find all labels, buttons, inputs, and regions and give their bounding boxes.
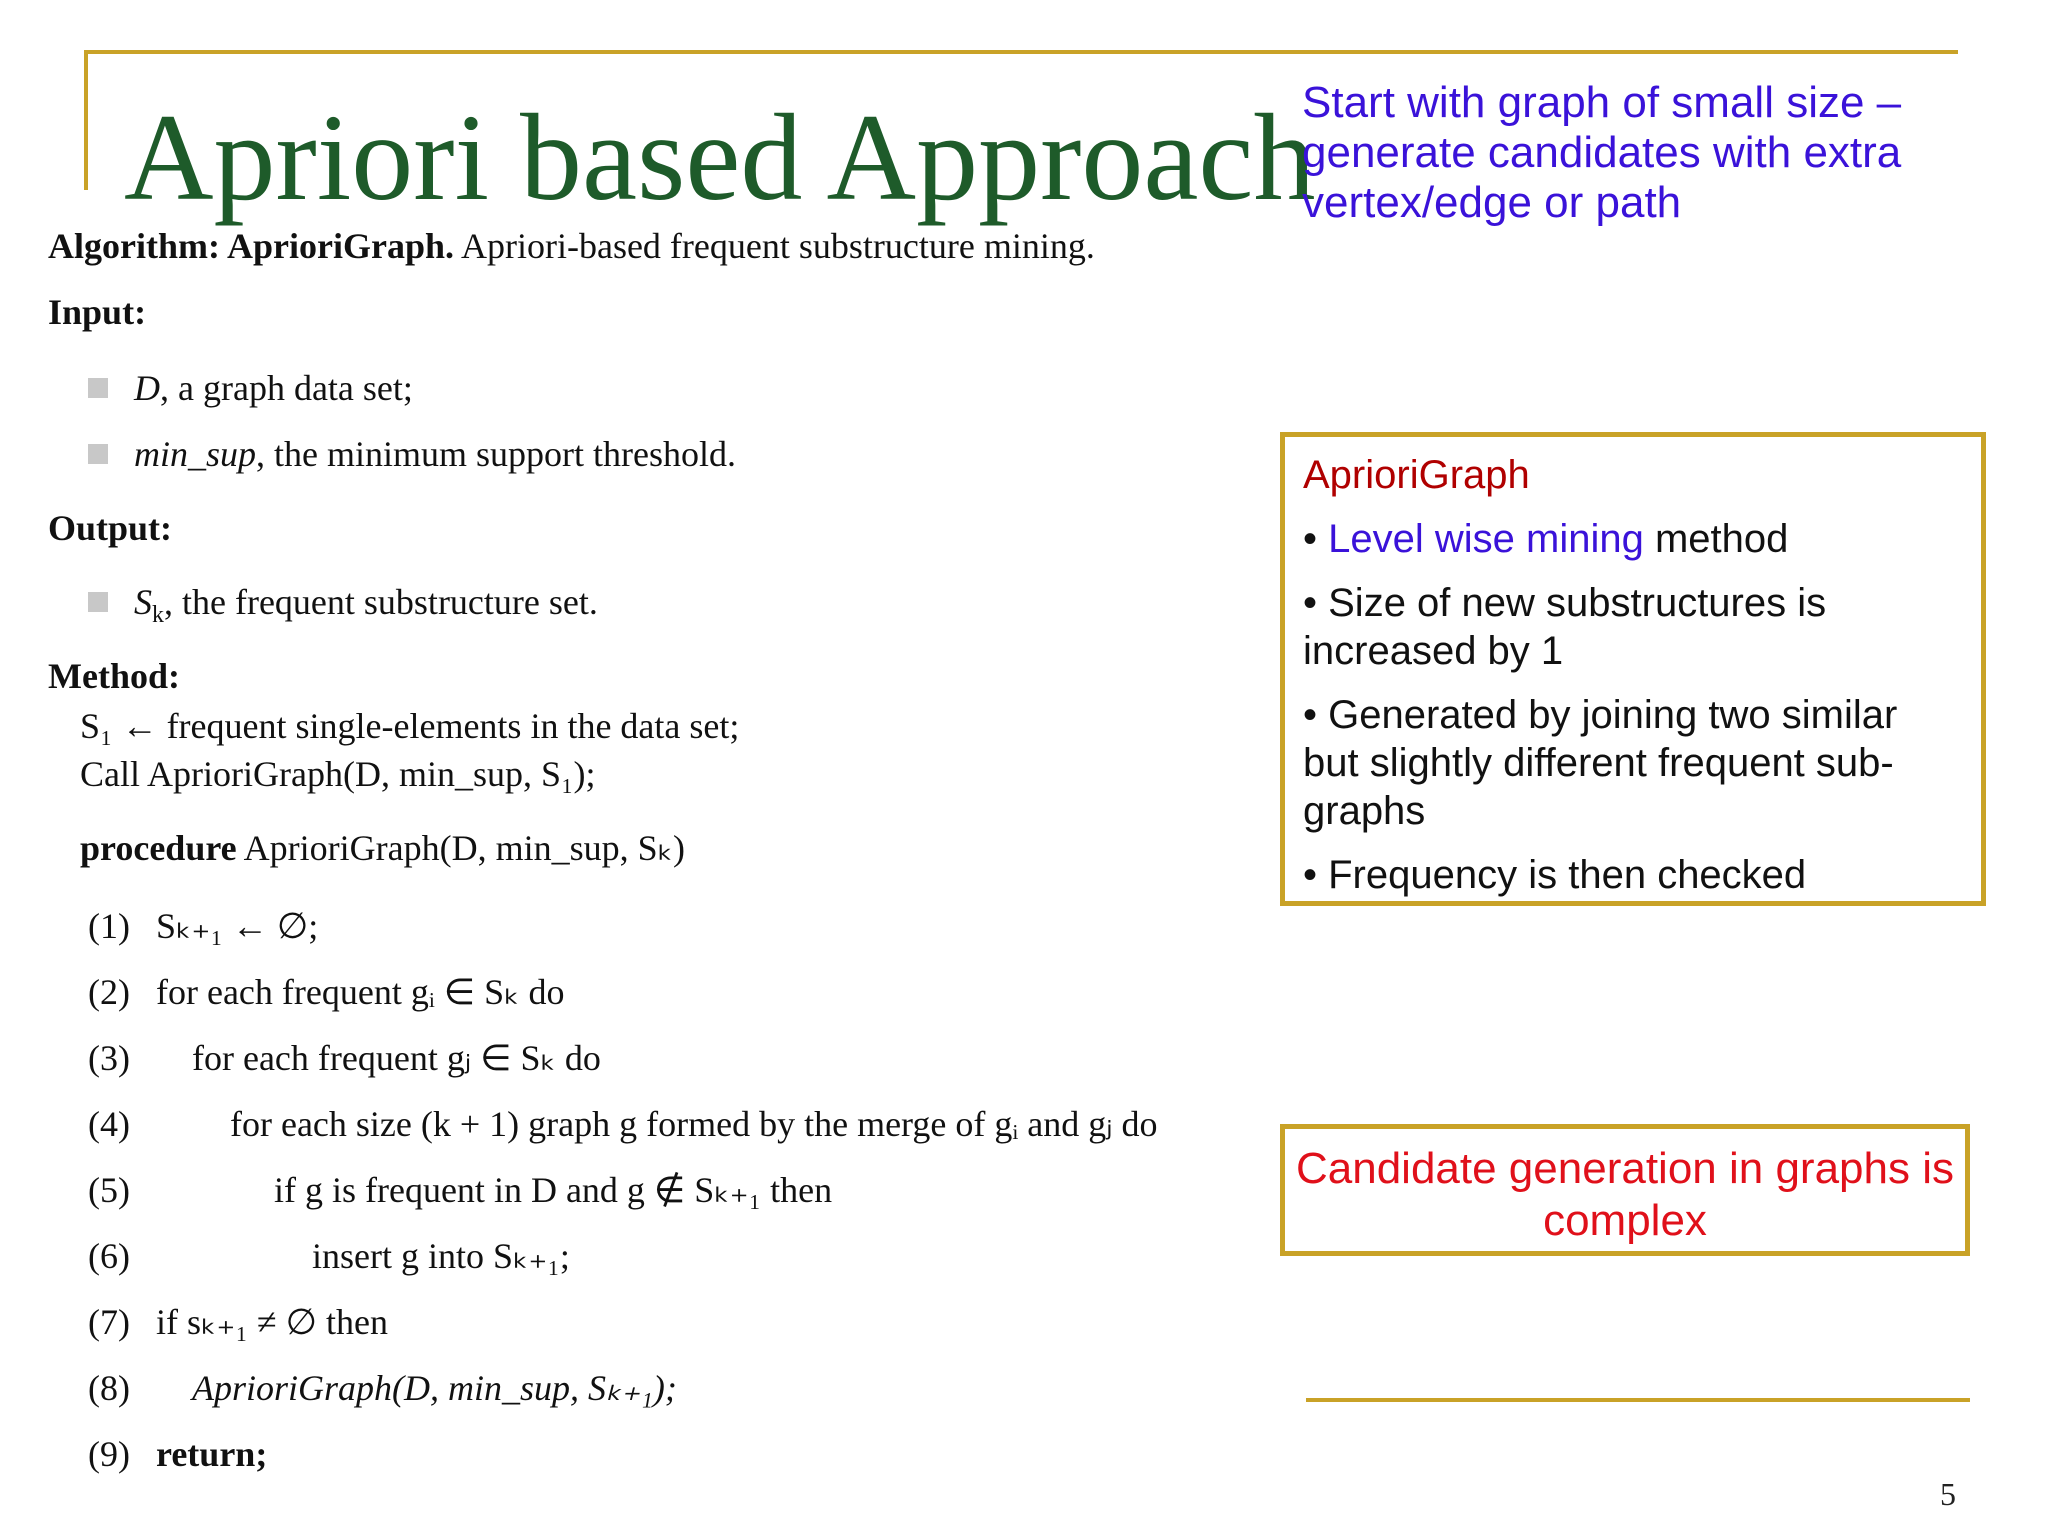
output-item-text: $S_k$, the frequent substructure set. bbox=[134, 582, 598, 628]
bullet-square-icon bbox=[88, 444, 108, 464]
algorithm-heading-rest: Apriori-based frequent substructure mining. bbox=[453, 226, 1095, 266]
bullet-square-icon bbox=[88, 592, 108, 612]
slide-title: Apriori based Approach bbox=[124, 89, 1316, 226]
algorithm-heading-bold: Algorithm: AprioriGraph. bbox=[48, 226, 454, 266]
top-rule bbox=[84, 50, 1958, 54]
info-bullet: • Level wise mining method bbox=[1303, 517, 1789, 561]
apriorigraph-info-box bbox=[1280, 432, 1986, 906]
left-rule bbox=[84, 50, 88, 190]
complexity-callout: Candidate generation in graphs is complex bbox=[1280, 1124, 1970, 1256]
info-bullet: • Frequency is then checked bbox=[1303, 853, 1807, 897]
info-bullet: • Size of new substructures is increased by 1 bbox=[1303, 581, 1827, 673]
intro-note: Start with graph of small size – generate candidates with extra vertex/edge or path bbox=[1302, 78, 1902, 227]
input-label: Input: bbox=[48, 292, 147, 332]
page-number: 5 bbox=[1940, 1476, 1956, 1512]
procedure-keyword: procedure bbox=[80, 828, 237, 868]
input-item-text: min_sup, the minimum support threshold. bbox=[134, 434, 736, 474]
procedure-line bbox=[80, 826, 685, 870]
info-highlight: Level wise mining bbox=[1328, 517, 1644, 561]
bottom-right-rule bbox=[1306, 1398, 1970, 1402]
method-line-2: Call AprioriGraph(D, min_sup, S₁); bbox=[80, 754, 596, 794]
procedure-signature: AprioriGraph(D, min_sup, Sₖ) bbox=[236, 828, 685, 868]
bullet-square-icon bbox=[88, 378, 108, 398]
method-label: Method: bbox=[48, 656, 180, 696]
info-box-heading: AprioriGraph bbox=[1303, 453, 1530, 497]
algorithm-heading bbox=[48, 224, 1095, 268]
method-line-1: S₁ ← frequent single-elements in the data set; bbox=[80, 706, 740, 746]
info-bullet: • Generated by joining two similar but slightly different frequent sub-graphs bbox=[1303, 693, 1898, 833]
input-item-text: D, a graph data set; bbox=[134, 368, 413, 408]
output-label: Output: bbox=[48, 508, 173, 548]
